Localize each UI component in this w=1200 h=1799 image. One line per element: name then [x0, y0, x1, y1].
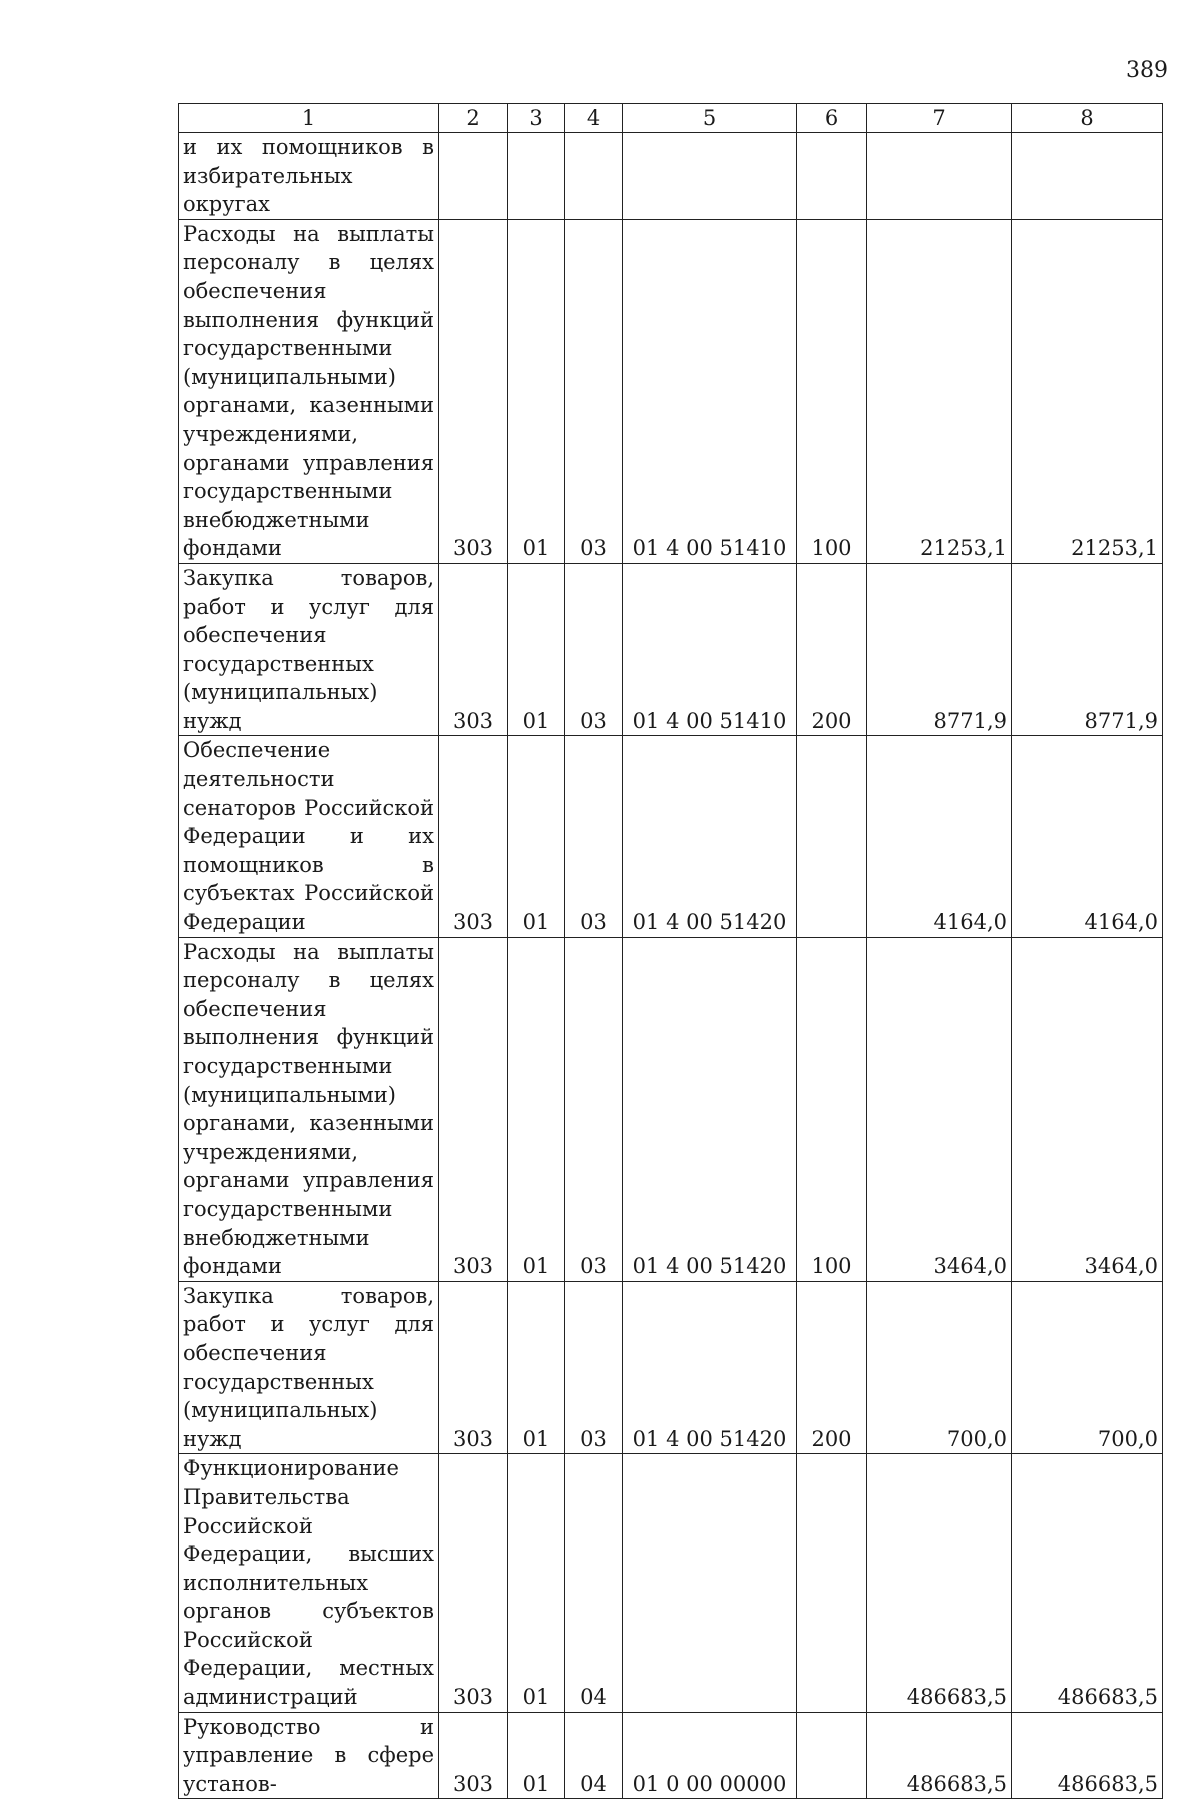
amount-col7: 700,0: [867, 1281, 1012, 1454]
column-header: 5: [623, 104, 797, 133]
column-header: 4: [565, 104, 623, 133]
amount-col8: 21253,1: [1012, 219, 1163, 563]
target-item-code: 01 4 00 51420: [623, 1281, 797, 1454]
target-item-code: 01 4 00 51410: [623, 219, 797, 563]
section-code: 01: [508, 1281, 565, 1454]
amount-col8: 486683,5: [1012, 1712, 1163, 1799]
expense-type-code: 100: [797, 937, 867, 1281]
target-item-code: [623, 1454, 797, 1712]
target-item-code: [623, 133, 797, 220]
budget-table: [178, 103, 1163, 1799]
row-description: Закупка товаров, работ и услуг для обеспечения государственных (муниципальных) нужд: [179, 563, 439, 736]
page-number: 389: [1126, 58, 1168, 83]
table-row: [179, 937, 1163, 1281]
ministry-code: 303: [439, 1712, 508, 1799]
expense-type-code: [797, 1712, 867, 1799]
section-code: 01: [508, 937, 565, 1281]
amount-col7: 8771,9: [867, 563, 1012, 736]
subsection-code: 03: [565, 736, 623, 937]
ministry-code: 303: [439, 563, 508, 736]
table-row: [179, 1712, 1163, 1799]
ministry-code: 303: [439, 937, 508, 1281]
amount-col8: 3464,0: [1012, 937, 1163, 1281]
section-code: [508, 133, 565, 220]
expense-type-code: [797, 736, 867, 937]
amount-col7: 486683,5: [867, 1712, 1012, 1799]
amount-col8: 8771,9: [1012, 563, 1163, 736]
table-row: [179, 133, 1163, 220]
amount-col7: 3464,0: [867, 937, 1012, 1281]
row-description: Расходы на выплаты персоналу в целях обеспечения выполнения функций государственными (муниципальными) органами, казенными учреждениями, органами управления государственными внебюджетными фондами: [179, 219, 439, 563]
target-item-code: 01 4 00 51410: [623, 563, 797, 736]
expense-type-code: 200: [797, 1281, 867, 1454]
target-item-code: 01 0 00 00000: [623, 1712, 797, 1799]
section-code: 01: [508, 563, 565, 736]
expense-type-code: 200: [797, 563, 867, 736]
column-header: 7: [867, 104, 1012, 133]
section-code: 01: [508, 219, 565, 563]
column-header: 6: [797, 104, 867, 133]
table-row: [179, 736, 1163, 937]
row-description: Расходы на выплаты персоналу в целях обеспечения выполнения функций государственными (муниципальными) органами, казенными учреждениями, органами управления государственными внебюджетными фондами: [179, 937, 439, 1281]
subsection-code: 03: [565, 1281, 623, 1454]
ministry-code: 303: [439, 219, 508, 563]
amount-col7: 486683,5: [867, 1454, 1012, 1712]
target-item-code: 01 4 00 51420: [623, 736, 797, 937]
row-description: Функционирование Правительства Российской Федерации, высших исполнительных органов субъектов Российской Федерации, местных администраций: [179, 1454, 439, 1712]
expense-type-code: [797, 133, 867, 220]
table-header-row: [179, 104, 1163, 133]
row-description: Руководство и управление в сфере установ-: [179, 1712, 439, 1799]
amount-col8: 486683,5: [1012, 1454, 1163, 1712]
expense-type-code: [797, 1454, 867, 1712]
amount-col7: 21253,1: [867, 219, 1012, 563]
subsection-code: 04: [565, 1454, 623, 1712]
section-code: 01: [508, 736, 565, 937]
row-description: Закупка товаров, работ и услуг для обеспечения государственных (муниципальных) нужд: [179, 1281, 439, 1454]
table-row: [179, 563, 1163, 736]
subsection-code: 04: [565, 1712, 623, 1799]
amount-col7: 4164,0: [867, 736, 1012, 937]
column-header: 2: [439, 104, 508, 133]
row-description: Обеспечение деятельности сенаторов Российской Федерации и их помощников в субъектах Российской Федерации: [179, 736, 439, 937]
column-header: 8: [1012, 104, 1163, 133]
subsection-code: [565, 133, 623, 220]
row-description: и их помощников в избирательных округах: [179, 133, 439, 220]
amount-col7: [867, 133, 1012, 220]
ministry-code: [439, 133, 508, 220]
column-header: 1: [179, 104, 439, 133]
ministry-code: 303: [439, 736, 508, 937]
subsection-code: 03: [565, 563, 623, 736]
table-row: [179, 219, 1163, 563]
amount-col8: 4164,0: [1012, 736, 1163, 937]
ministry-code: 303: [439, 1454, 508, 1712]
table-row: [179, 1281, 1163, 1454]
subsection-code: 03: [565, 937, 623, 1281]
section-code: 01: [508, 1712, 565, 1799]
amount-col8: [1012, 133, 1163, 220]
table-row: [179, 1454, 1163, 1712]
target-item-code: 01 4 00 51420: [623, 937, 797, 1281]
subsection-code: 03: [565, 219, 623, 563]
expense-type-code: 100: [797, 219, 867, 563]
section-code: 01: [508, 1454, 565, 1712]
ministry-code: 303: [439, 1281, 508, 1454]
column-header: 3: [508, 104, 565, 133]
amount-col8: 700,0: [1012, 1281, 1163, 1454]
